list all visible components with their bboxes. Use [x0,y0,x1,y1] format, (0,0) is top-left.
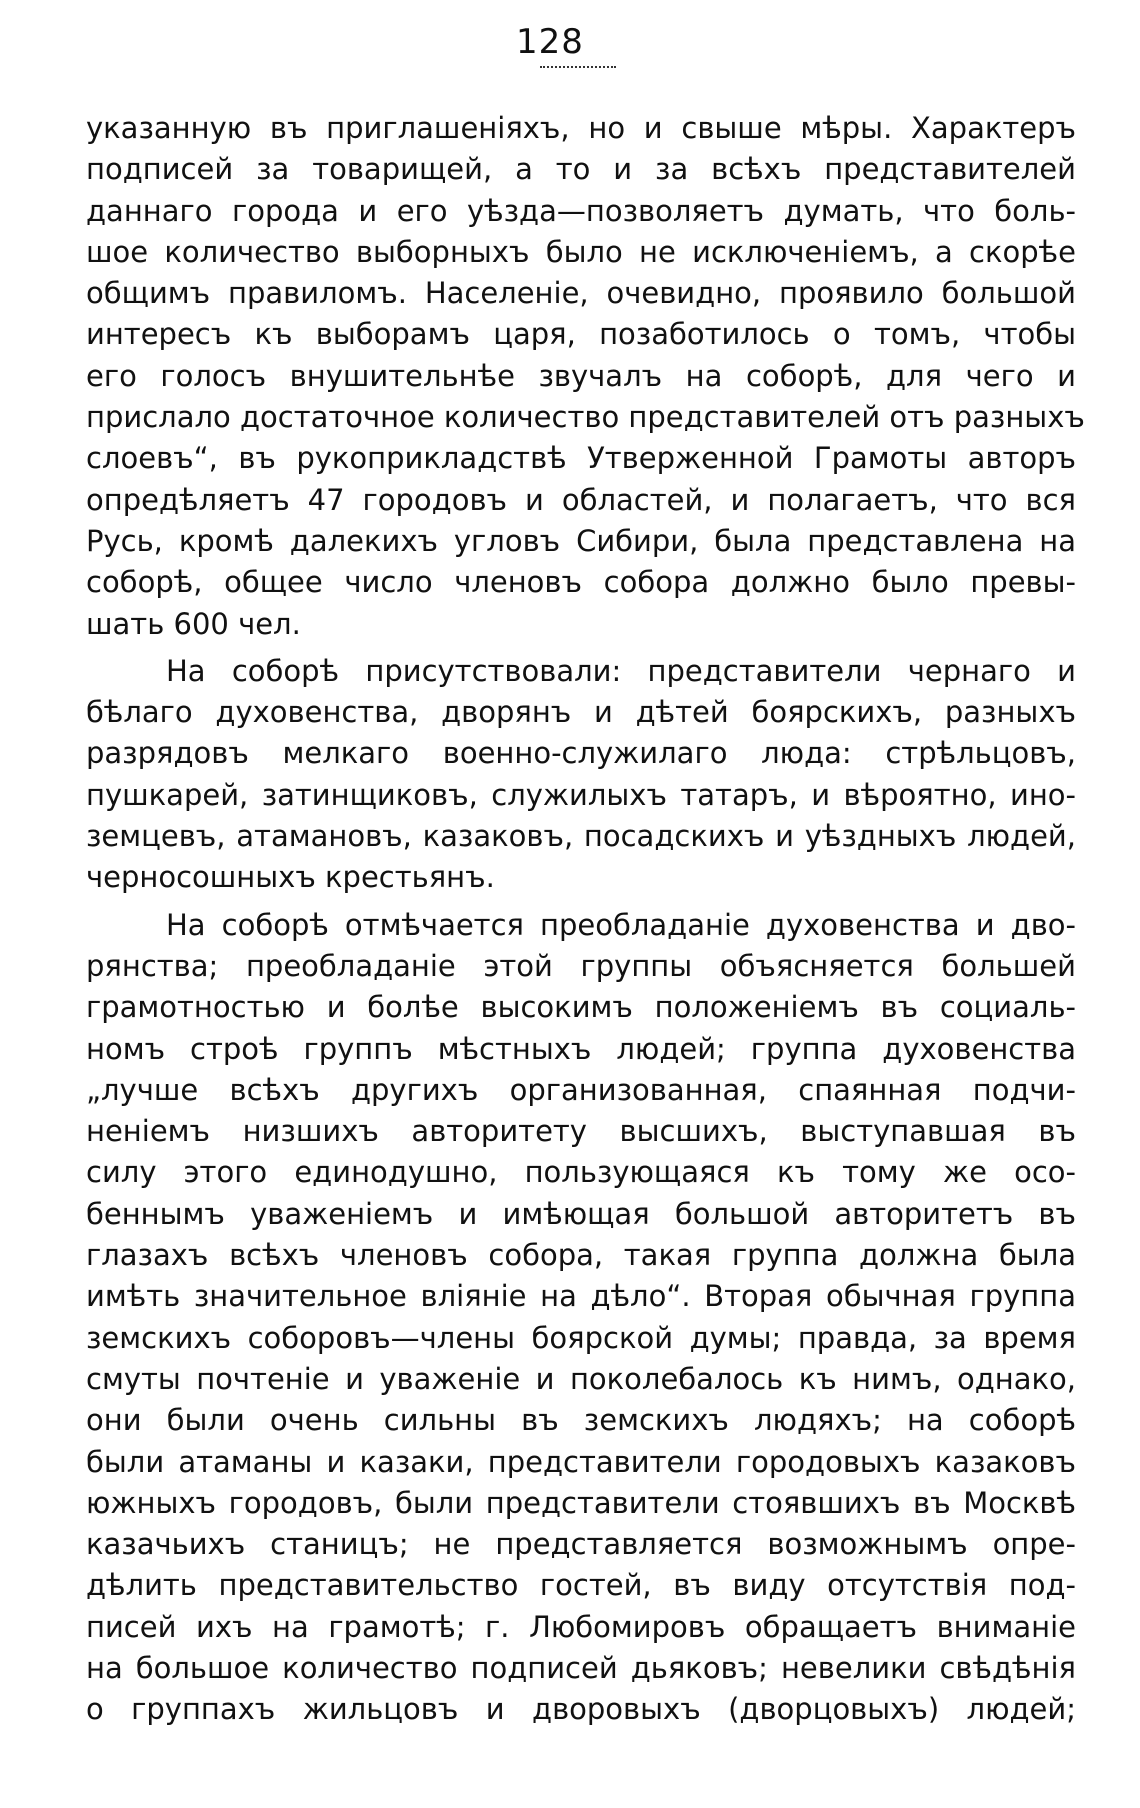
text-line: прислало достаточное количество представителей отъ разныхъ [86,400,1085,435]
text-line: силу этого единодушно, пользующаяся къ тому же осо- [86,1155,1076,1190]
text-line: на большое количество подписей дьяковъ; невелики свѣдѣнія [86,1650,1076,1685]
text-line: его голосъ внушительнѣе звучалъ на соборѣ, для чего и [86,358,1076,393]
text-line: глазахъ всѣхъ членовъ собора, такая группа должна была [86,1238,1076,1273]
text-line: указанную въ приглашеніяхъ, но и свыше мѣры. Характеръ [86,111,1076,145]
text-line: подписей за товарищей, а то и за всѣхъ представителей [86,152,1076,187]
text-line: земскихъ соборовъ—члены боярской думы; правда, за время [86,1320,1076,1355]
text-line: Русь, кромѣ далекихъ угловъ Сибири, была представлена на [86,523,1076,558]
text-line: имѣть значительное вліяніе на дѣло“. Вторая обычная группа [86,1279,1076,1314]
text-line: пушкарей, затинщиковъ, служилыхъ татаръ, и вѣроятно, ино- [86,777,1076,812]
text-line: были атаманы и казаки, представители городовыхъ казаковъ [86,1444,1076,1479]
text-line: они были очень сильны въ земскихъ людяхъ; на соборѣ [86,1403,1076,1438]
text-line: На соборѣ отмѣчается преобладаніе духовенства и дво- [166,907,1076,942]
text-line: даннаго города и его уѣзда—позволяетъ думать, что боль- [86,193,1076,228]
paragraph [86,108,1085,645]
text-line: шать 600 чел. [86,606,301,641]
text-line: черносошныхъ крестьянъ. [86,860,495,895]
text-line: опредѣляетъ 47 городовъ и областей, и полагаетъ, что вся [86,482,1076,517]
text-line: земцевъ, атамановъ, казаковъ, посадскихъ и уѣздныхъ людей, [86,819,1076,854]
text-line: писей ихъ на грамотѣ; г. Любомировъ обращаетъ вниманіе [86,1609,1076,1644]
text-line: казачьихъ станицъ; не представляется возможнымъ опре- [86,1527,1076,1562]
text-line: номъ строѣ группъ мѣстныхъ людей; группа духовенства [86,1031,1076,1066]
text-line: шое количество выборныхъ было не исключеніемъ, а скорѣе [86,234,1076,269]
body-text [86,108,1085,1731]
page-number-underline [540,66,616,68]
text-line: бѣлаго духовенства, дворянъ и дѣтей боярскихъ, разныхъ [86,695,1076,730]
text-line: рянства; преобладаніе этой группы объясняется большей [86,948,1076,983]
text-line: На соборѣ присутствовали: представители чернаго и [166,653,1076,688]
text-line: дѣлить представительство гостей, въ виду отсутствія под- [86,1568,1076,1603]
text-line: „лучше всѣхъ другихъ организованная, спаянная подчи- [86,1072,1076,1107]
text-line: южныхъ городовъ, были представители стоявшихъ въ Москвѣ [86,1485,1076,1520]
text-line: о группахъ жильцовъ и дворовыхъ (дворцовыхъ) людей; [86,1692,1076,1727]
paragraph [86,651,1076,899]
text-line: беннымъ уваженіемъ и имѣющая большой авторитетъ въ [86,1196,1076,1231]
text-line: общимъ правиломъ. Населеніе, очевидно, проявило большой [86,276,1076,311]
text-line: неніемъ низшихъ авторитету высшихъ, выступавшая въ [86,1114,1076,1149]
text-line: смуты почтеніе и уваженіе и поколебалось къ нимъ, однако, [86,1361,1076,1396]
text-line: разрядовъ мелкаго военно-служилаго люда: стрѣльцовъ, [86,736,1076,771]
text-line: грамотностью и болѣе высокимъ положеніемъ въ социаль- [86,990,1076,1025]
text-line: слоевъ“, въ рукоприкладствѣ Утверженной Грамоты авторъ [86,441,1076,476]
text-line: интересъ къ выборамъ царя, позаботилось о томъ, чтобы [86,317,1076,352]
text-line: соборѣ, общее число членовъ собора должно было превы- [86,565,1076,600]
page-number: 128 [516,22,584,62]
paragraph [86,905,1076,1731]
